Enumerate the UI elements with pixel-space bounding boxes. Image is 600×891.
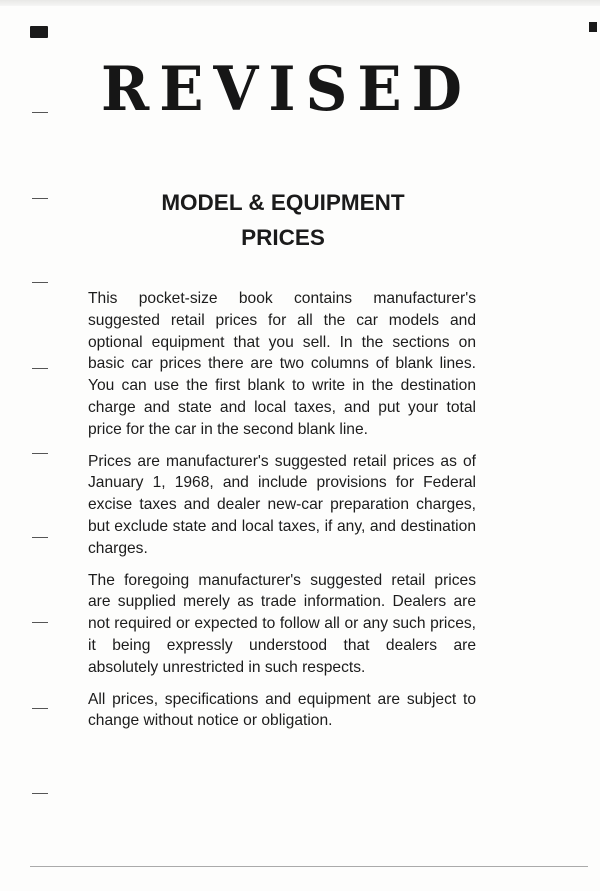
binding-tick	[32, 622, 48, 623]
paragraph-disclaimer: The foregoing manufacturer's suggested retail prices are supplied merely as trade information. Dealers are not required or expected to follow all or any such prices, it being expressly understood that dealers are absolutely unrestricted in such respects.	[88, 571, 476, 676]
revised-stamp: REVISED	[101, 53, 472, 125]
paragraph-intro: This pocket-size book contains manufacturer's suggested retail prices for all the car models and optional equipment that you sell. In the sections on basic car prices there are two columns of blank lines. You can use the first blank to write in the destination charge and state and local taxes, and put your total price for the car in the second blank line.	[88, 290, 476, 438]
bottom-rule	[30, 866, 588, 867]
binding-tick	[32, 282, 48, 283]
paragraph-change-notice: All prices, specifications and equipment are subject to change without notice or obligation.	[88, 690, 476, 730]
paragraph-prices: Prices are manufacturer's suggested retail prices as of January 1, 1968, and include provisions for Federal excise taxes and dealer new-car preparation charges, but exclude state and local taxes, if any, and destination charges.	[88, 452, 476, 557]
binding-tick	[32, 368, 48, 369]
title-line-2: PRICES	[241, 225, 325, 250]
binding-tick	[32, 537, 48, 538]
title-line-1: MODEL & EQUIPMENT	[161, 190, 405, 215]
binding-tick	[32, 453, 48, 454]
binding-tick	[32, 793, 48, 794]
page-title	[100, 185, 466, 255]
body-text	[88, 288, 476, 742]
registration-mark-right	[589, 22, 597, 32]
binding-tick	[32, 198, 48, 199]
scan-top-edge	[0, 0, 600, 6]
binding-tick	[32, 112, 48, 113]
registration-mark-left	[30, 26, 48, 38]
binding-tick	[32, 708, 48, 709]
